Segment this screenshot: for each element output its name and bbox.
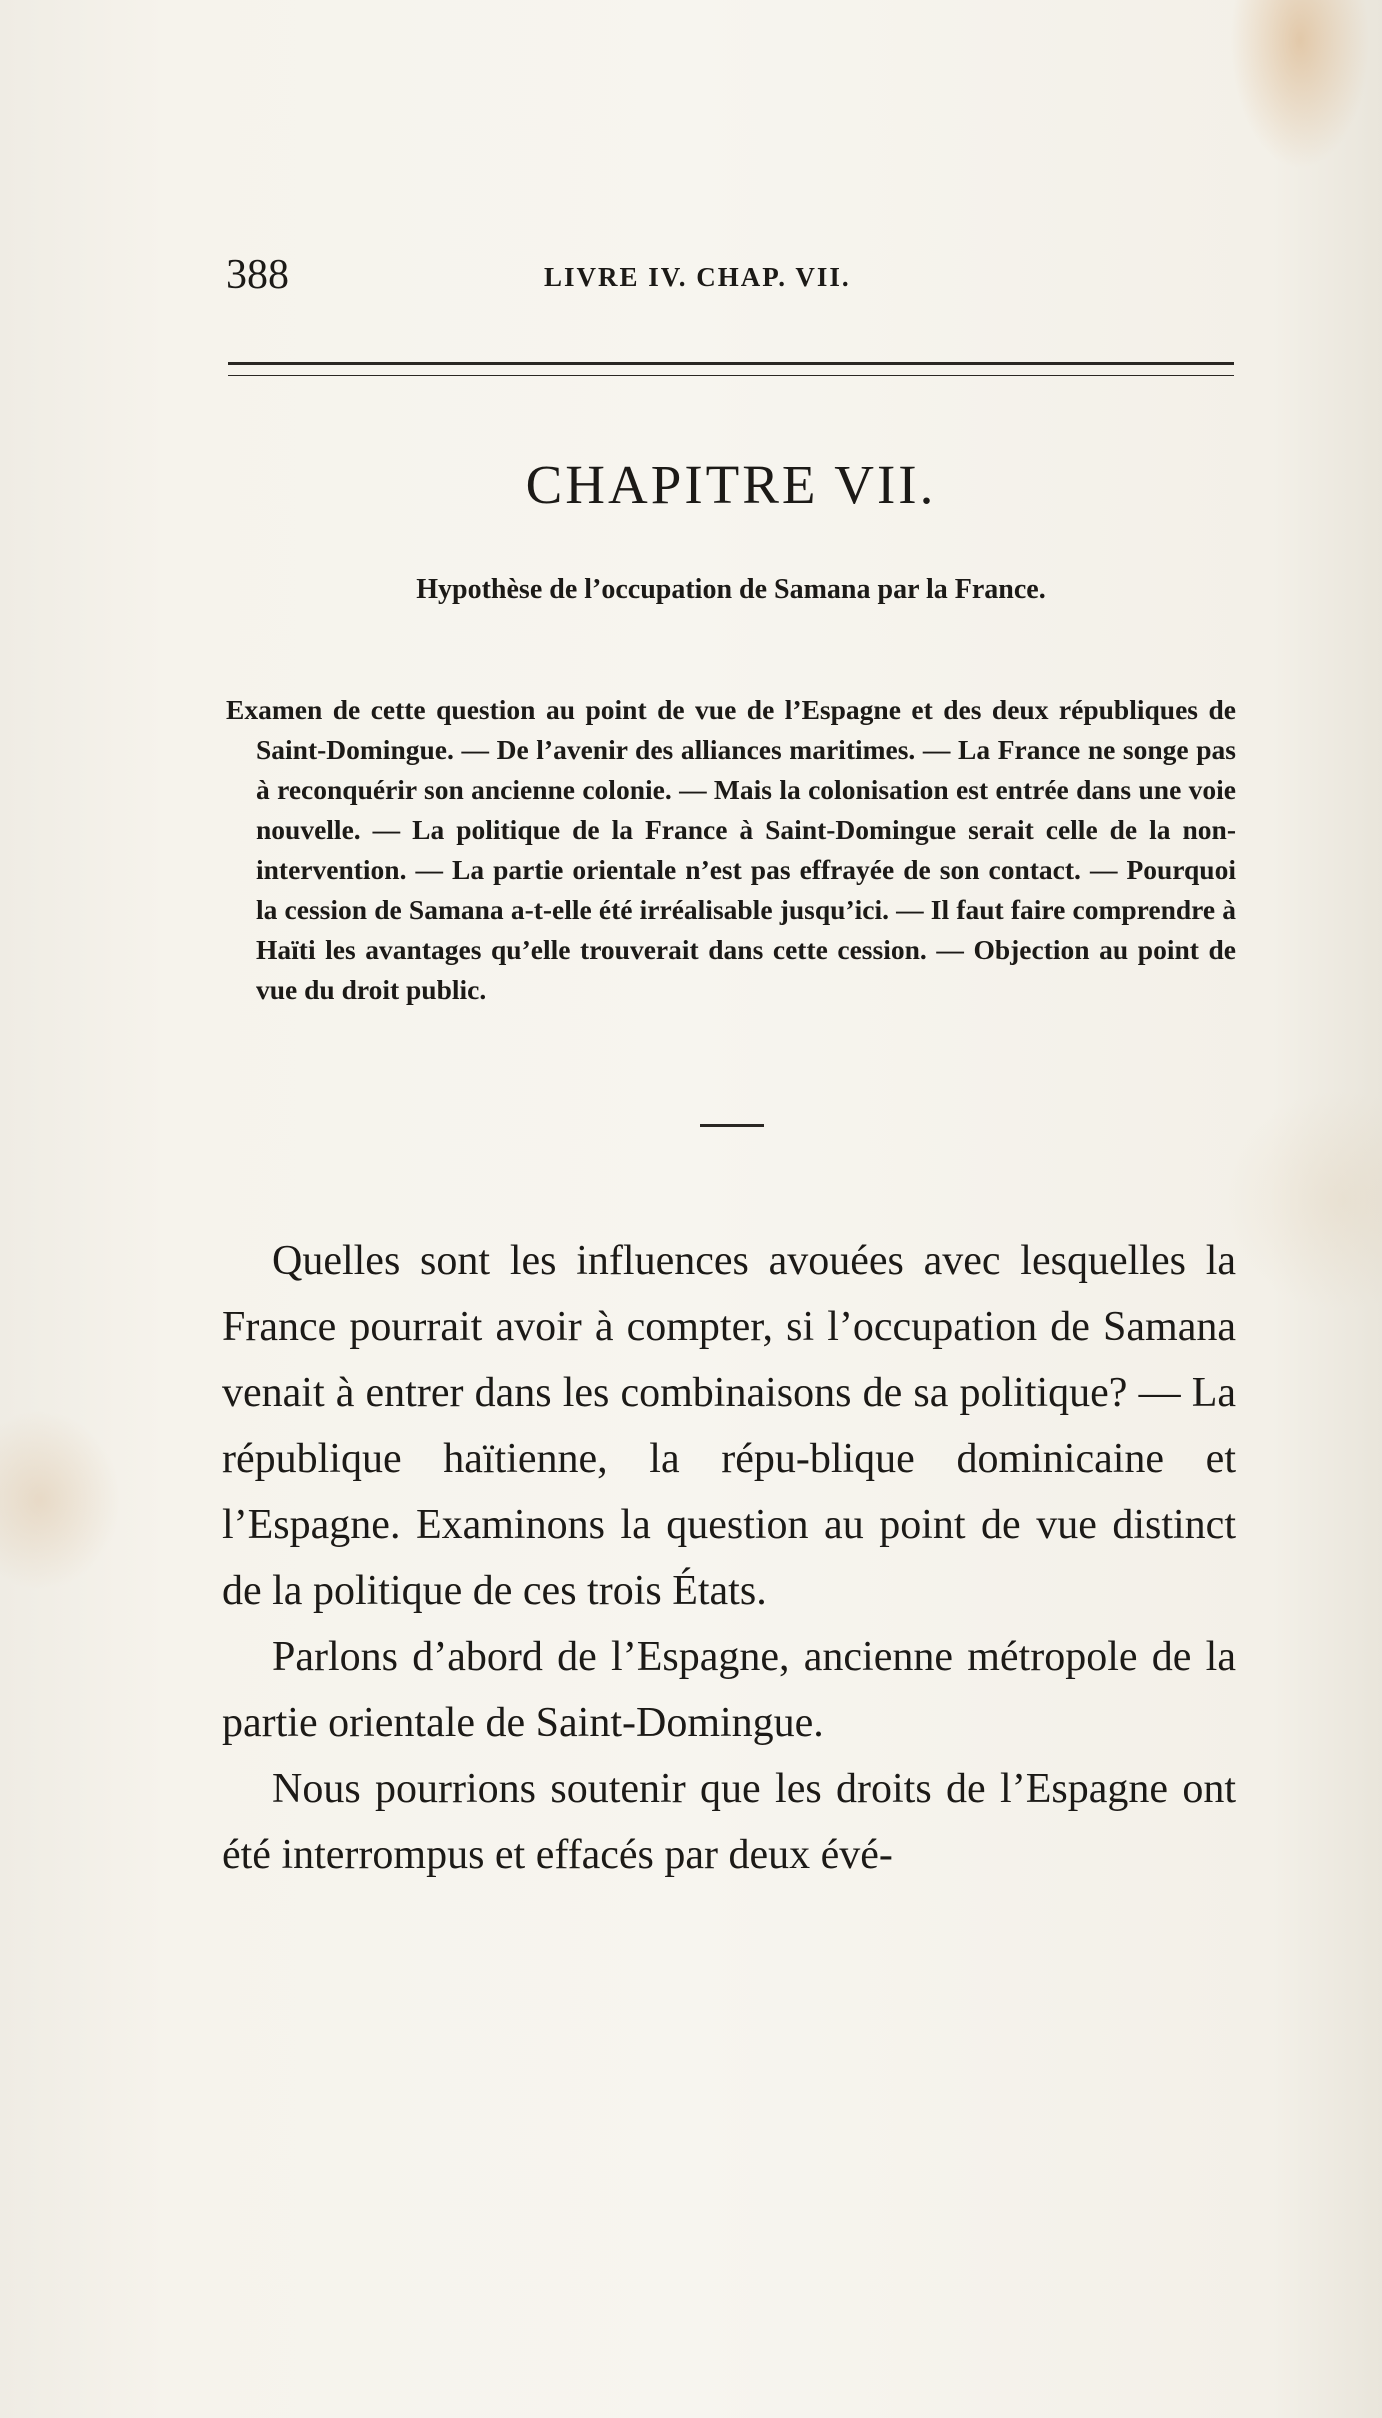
chapter-summary-text: Examen de cette question au point de vue de l’Espagne et des deux républiques de Saint-Domingue. — De l’avenir des alliances maritimes. — La France ne songe pas à reconquérir son ancienne colonie. — Mais la colonisation est entrée dans une voie nouvelle. — La politique de la France à Saint-Domingue serait celle de la non-intervention. — La partie orientale n’est pas effrayée de son contact. — Pourquoi la cession de Samana a-t-elle été irréalisable jusqu’ici. — Il faut faire comprendre à Haïti les avantages qu’elle trouverait dans cette cession. — Objection au point de vue du droit public. [226, 694, 1236, 1005]
section-divider [700, 1124, 764, 1127]
paragraph: Quelles sont les influences avouées avec lesquelles la France pourrait avoir à compter, si l’occupation de Samana venait à entrer dans les combinaisons de sa politique? — La république haïtienne, la répu-blique dominicaine et l’Espagne. Examinons la question au point de vue distinct de la politique de ces trois États. [222, 1238, 1236, 1614]
running-head: LIVRE IV. CHAP. VII. [544, 262, 851, 292]
chapter-summary [226, 690, 1236, 1010]
paragraph: Nous pourrions soutenir que les droits de l’Espagne ont été interrompus et effacés par deux évé- [222, 1766, 1236, 1878]
page-number: 388 [226, 252, 289, 298]
header-rule [228, 362, 1234, 376]
chapter-subtitle: Hypothèse de l’occupation de Samana par la France. [416, 574, 1046, 605]
body-text [222, 1228, 1236, 1888]
chapter-title: CHAPITRE VII. [525, 454, 937, 515]
page-header [226, 250, 1236, 300]
paragraph: Parlons d’abord de l’Espagne, ancienne métropole de la partie orientale de Saint-Domingue. [222, 1634, 1236, 1746]
